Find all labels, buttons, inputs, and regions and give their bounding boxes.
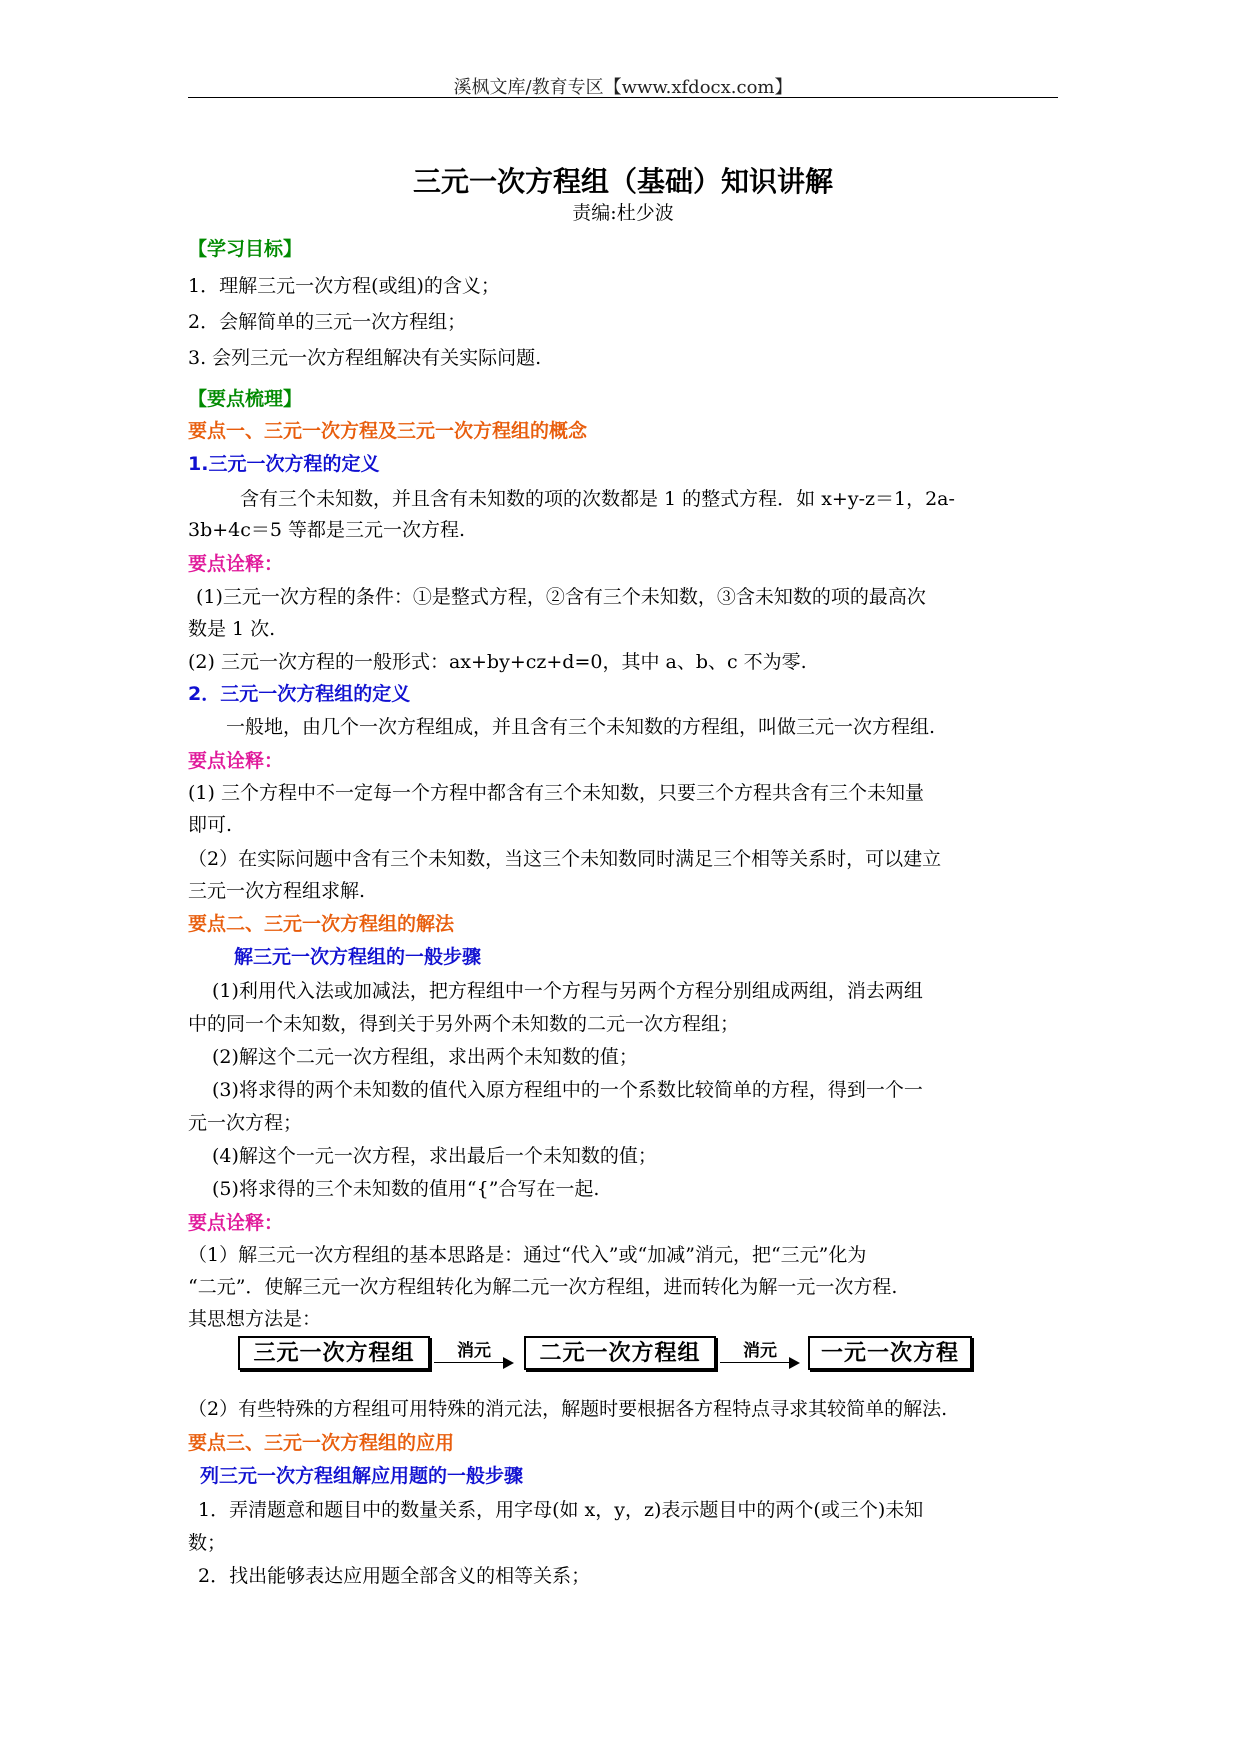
note-text: 其思想方法是： (188, 1308, 322, 1330)
flow-box-one-variable: 一元一次方程 (808, 1336, 972, 1370)
note-heading: 要点诠释： (188, 1212, 284, 1234)
elimination-flow-diagram (238, 1320, 978, 1382)
author-line: 责编:杜少波 (572, 202, 674, 224)
step-text: (3)将求得的两个未知数的值代入原方程组中的一个系数比较简单的方程，得到一个一 (212, 1079, 923, 1101)
step-text: 中的同一个未知数，得到关于另外两个未知数的二元一次方程组； (188, 1013, 740, 1035)
note-heading: 要点诠释： (188, 553, 284, 575)
note-text: （2）有些特殊的方程组可用特殊的消元法，解题时要根据各方程特点寻求其较简单的解法. (188, 1398, 948, 1420)
goal-item-2: 2．会解简单的三元一次方程组； (188, 311, 467, 333)
point-3-heading: 要点三、三元一次方程组的应用 (188, 1432, 455, 1454)
step-text: 1．弄清题意和题目中的数量关系，用字母(如 x，y，z)表示题目中的两个(或三个)未知 (198, 1499, 924, 1521)
arrow-head-icon (503, 1357, 514, 1369)
goal-item-3: 3. 会列三元一次方程组解决有关实际问题. (188, 347, 542, 369)
note-heading: 要点诠释： (188, 750, 284, 772)
step-text: (1)利用代入法或加减法，把方程组中一个方程与另两个方程分别组成两组，消去两组 (212, 980, 923, 1002)
step-text: (2)解这个二元一次方程组，求出两个未知数的值； (212, 1046, 638, 1068)
note-text: 三元一次方程组求解. (188, 880, 366, 902)
step-text: 元一次方程； (188, 1112, 303, 1134)
arrow-line (720, 1362, 790, 1363)
arrow-head-icon (789, 1357, 800, 1369)
definition-text: 3b+4c＝5 等都是三元一次方程. (188, 519, 466, 541)
point-1-subheading-2: 2．三元一次方程组的定义 (188, 683, 411, 705)
flow-box-two-variable: 二元一次方程组 (524, 1336, 716, 1370)
flow-arrow-1 (434, 1340, 514, 1368)
step-text: (5)将求得的三个未知数的值用“{”合写在一起. (212, 1178, 600, 1200)
header-rule (188, 97, 1058, 98)
points-heading: 【要点梳理】 (188, 388, 303, 410)
note-text: (1)三元一次方程的条件：①是整式方程，②含有三个未知数，③含未知数的项的最高次 (196, 586, 926, 608)
point-3-subheading: 列三元一次方程组解应用题的一般步骤 (200, 1465, 524, 1487)
step-text: 数； (188, 1532, 227, 1554)
step-text: (4)解这个一元一次方程，求出最后一个未知数的值； (212, 1145, 657, 1167)
point-2-subheading: 解三元一次方程组的一般步骤 (234, 946, 482, 968)
document-title: 三元一次方程组（基础）知识讲解 (412, 165, 833, 198)
note-text: 数是 1 次. (188, 618, 276, 640)
note-text: 即可. (188, 814, 233, 836)
point-1-subheading-1: 1.三元一次方程的定义 (188, 453, 380, 475)
note-text: (1) 三个方程中不一定每一个方程中都含有三个未知数，只要三个方程共含有三个未知量 (188, 782, 924, 804)
flow-box-three-variable: 三元一次方程组 (238, 1336, 430, 1370)
page-header: 溪枫文库/教育专区【www.xfdocx.com】 (453, 77, 793, 98)
note-text: (2) 三元一次方程的一般形式：ax+by+cz+d=0，其中 a、b、c 不为零. (188, 651, 807, 673)
note-text: “二元”．使解三元一次方程组转化为解二元一次方程组，进而转化为解一元一次方程. (188, 1276, 898, 1298)
flow-arrow-label: 消元 (457, 1341, 491, 1361)
flow-arrow-label: 消元 (743, 1341, 777, 1361)
flow-arrow-2 (720, 1340, 800, 1368)
goal-item-1: 1．理解三元一次方程(或组)的含义； (188, 275, 500, 297)
step-text: 2．找出能够表达应用题全部含义的相等关系； (198, 1565, 591, 1587)
note-text: （2）在实际问题中含有三个未知数，当这三个未知数同时满足三个相等关系时，可以建立 (188, 848, 942, 870)
point-1-heading: 要点一、三元一次方程及三元一次方程组的概念 (188, 420, 588, 442)
arrow-line (434, 1362, 504, 1363)
definition-text: 含有三个未知数，并且含有未知数的项的次数都是 1 的整式方程．如 x+y-z＝1，2a- (240, 488, 955, 510)
point-2-heading: 要点二、三元一次方程组的解法 (188, 913, 455, 935)
goals-heading: 【学习目标】 (188, 238, 303, 260)
note-text: （1）解三元一次方程组的基本思路是：通过“代入”或“加减”消元，把“三元”化为 (188, 1244, 867, 1266)
definition-text: 一般地，由几个一次方程组成，并且含有三个未知数的方程组，叫做三元一次方程组. (226, 716, 936, 738)
